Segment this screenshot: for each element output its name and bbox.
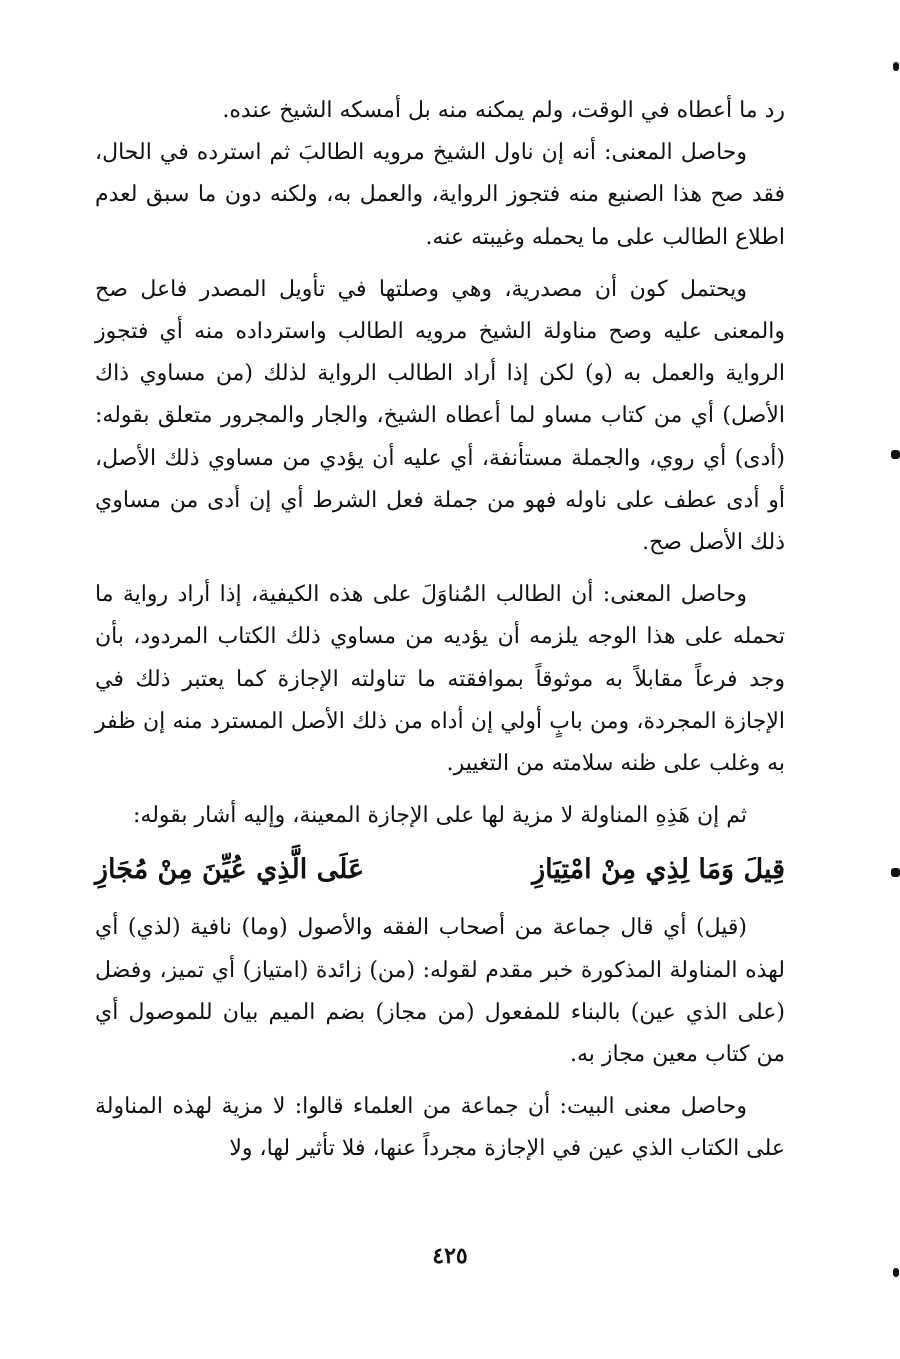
paragraph-4: وحاصل المعنى: أن الطالب المُناوَلَ على هذه الكيفية، إذا أراد رواية ما تحمله على هذا الوجه يلزمه أن يؤديه من مساوي ذلك الكتاب المردود، بأن وجد فرعاً مقابلاً به موثوقاً بموافقته ما تناولته الإجازة كما يعتبر ذلك في الإجازة المجردة، ومن بابٍ أولي إن أداه من ذلك الأصل المسترد منه إن ظفر به وغلب على ظنه سلامته من التغيير. [95, 582, 785, 777]
poetry-verse [95, 847, 785, 893]
paragraph-3: ويحتمل كون أن مصدرية، وهي وصلتها في تأويل المصدر فاعل صح والمعنى عليه وصح مناولة الشيخ مرويه الطالب واسترداده منه أي فتجوز الرواية والعمل به (و) لكن إذا أراد الطالب الرواية لذلك (من مساوي ذاك الأصل) أي من كتاب مساو لما أعطاه الشيخ، والجار والمجرور متعلق بقوله: (أدى) أي روي، والجملة مستأنفة، أي عليه أن يؤدي من مساوي ذلك الأصل، أو أدى عطف على ناوله فهو من جملة فعل الشرط أي إن أدى من مساوي ذلك الأصل صح. [95, 276, 785, 556]
page-body [95, 90, 785, 1171]
verse-first-hemistich: قِيلَ وَمَا لِذِي مِنْ امْتِيَازِ [532, 854, 785, 886]
verse-second-hemistich: عَلَى الَّذِي عُيِّنَ مِنْ مُجَازِ [95, 854, 365, 886]
paragraph-1: رد ما أعطاه في الوقت، ولم يمكنه منه بل أمسكه الشيخ عنده. [222, 98, 785, 123]
scan-mark [893, 1268, 899, 1277]
paragraph-7: وحاصل معنى البيت: أن جماعة من العلماء قالوا: لا مزية لهذه المناولة على الكتاب الذي عين في الإجازة مجرداً عنها، فلا تأثير لها، ولا [95, 1094, 785, 1162]
paragraph-6: (قيل) أي قال جماعة من أصحاب الفقه والأصول (وما) نافية (لذي) أي لهذه المناولة المذكورة خبر مقدم لقوله: (من) زائدة (امتياز) أي تميز، وفضل (على الذي عين) بالبناء للمفعول (من مجاز) بضم الميم بيان للموصول أي من كتاب معين مجاز به. [95, 915, 785, 1068]
scan-mark [893, 62, 899, 71]
page-number: ٤٢٥ [432, 1243, 468, 1269]
paragraph-5: ثم إن هَذِهِ المناولة لا مزية لها على الإجازة المعينة، وإليه أشار بقوله: [132, 803, 747, 829]
scan-mark [891, 868, 900, 877]
scan-mark [891, 450, 900, 459]
paragraph-2: وحاصل المعنى: أنه إن ناول الشيخ مرويه الطالبَ ثم استرده في الحال، فقد صح هذا الصنيع منه فتجوز الرواية، والعمل به، ولكنه دون ما سبق لعدم اطلاع الطالب على ما يحمله وغيبته عنه. [95, 140, 785, 250]
